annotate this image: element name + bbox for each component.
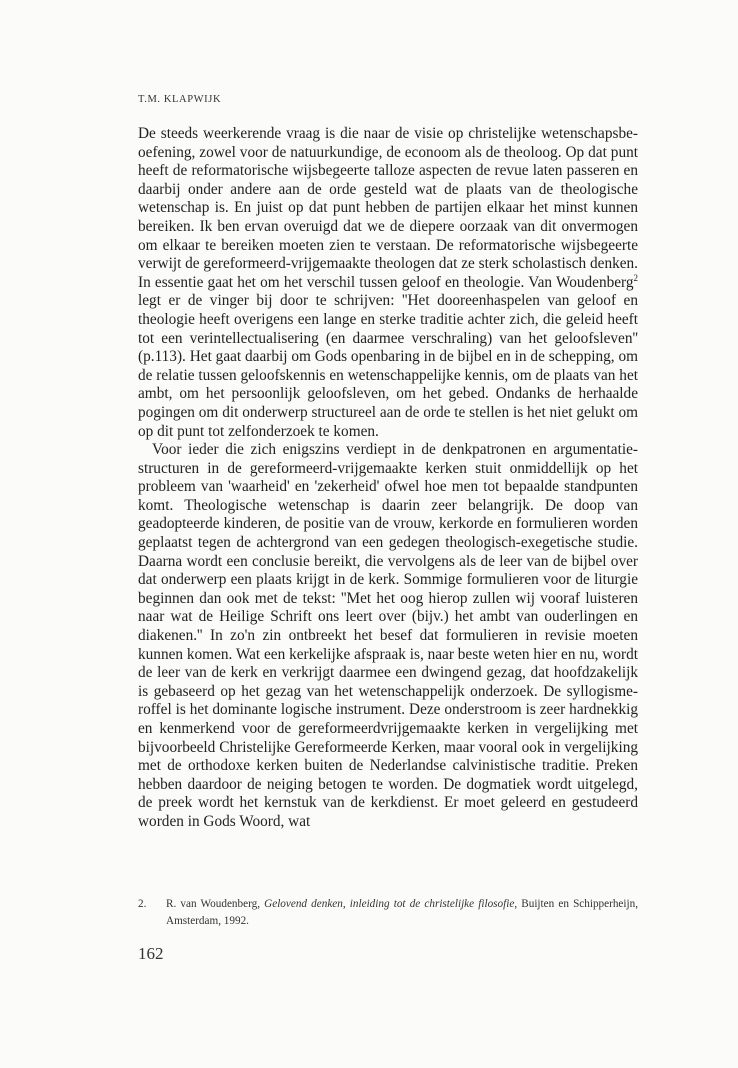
footnote-title: Gelovend denken, inleiding tot de christelijke filosofie — [264, 898, 515, 910]
paragraph-1 — [138, 125, 638, 441]
page-number: 162 — [138, 944, 164, 963]
footnote-author: R. van Woudenberg, — [166, 898, 265, 910]
paragraph-1-text-a: De steeds weerkerende vraag is die naar de visie op christelijke wetenschapsbeoefening, zowel voor de natuurkundige, de econoom als de theoloog. Op dat punt heeft de reformatorische wijsbegeerte talloze aspecten de revue laten passeren en daarbij onder andere aan de orde gesteld wat de plaats van de theologische wetenschap is. En juist op dat punt hebben de partijen elkaar het minst kunnen bereiken. Ik ben ervan overuigd dat we de diepere oorzaak van dit onvermogen om elkaar te bereiken moeten zien te verstaan. De reformatorische wijsbegeerte verwijt de gereformeerd-vrijgemaakte theologen dat ze sterk scholastisch denken. In essentie gaat het om het verschil tussen geloof en theologie. Van Woudenberg — [138, 125, 638, 291]
paragraph-2: Voor ieder die zich enigszins verdiept in de denkpatronen en argumentatiestructuren in de gereformeerd-vrijgemaakte kerken stuit onmiddellijk op het probleem van 'waarheid' en 'zekerheid' ofwel hoe men tot bepaalde standpunten komt. Theologische wetenschap is daarin zeer belangrijk. De doop van geadopteerde kinderen, de positie van de vrouw, kerkorde en formulieren worden geplaatst tegen de achtergrond van een gedegen theologisch-exegetische studie. Daarna wordt een conclusie bereikt, die vervolgens als de leer van de bijbel over dat onderwerp een plaats krijgt in de kerk. Sommige formulieren voor de liturgie beginnen dan ook met de tekst: ''Met het oog hierop zullen wij vooraf luisteren naar wat de Heilige Schrift ons leert over (bijv.) het ambt van ouderlingen en diakenen.'' In zo'n zin ontbreekt het besef dat formulieren in revisie moeten kunnen komen. Wat een kerkelijke afspraak is, naar beste weten hier en nu, wordt de leer van de kerk en verkrijgt daarmee een dwingend gezag, dat hoofdzakelijk is gebaseerd op het gezag van het wetenschappelijk onderzoek. De syllogisme-roffel is het dominante logische instrument. Deze onderstroom is zeer hardnekkig en kenmerkend voor de gereformeerdvrijgemaakte kerken in vergelijking met bijvoorbeeld Christelijke Gereformeerde Kerken, maar vooral ook in vergelijking met de orthodoxe kerken buiten de Nederlandse calvinistische traditie. Preken hebben daardoor de neiging betogen te worden. De dogmatiek wordt uitgelegd, de preek wordt het kernstuk van de kerkdienst. Er moet geleerd en gestudeerd worden in Gods Woord, wat — [138, 441, 638, 830]
footnote-number: 2. — [138, 898, 147, 910]
paragraph-1-text-b: legt er de vinger bij door te schrijven: ''Het dooreenhaspelen van geloof en theologie heeft overigens een lange en sterke traditie achter zich, die geleid heeft tot een verintellectualisering (en daarmee verschraling) van het geloofsleven'' (p.113). Het gaat daarbij om Gods openbaring in de bijbel en in de schepping, om de relatie tussen geloofskennis en wetenschappelijke kennis, om de plaats van het ambt, om het persoonlijk geloofsleven, om het gebed. Ondanks de herhaalde pogingen om dit onderwerp structureel aan de orde te stellen is het niet gelukt om op dit punt tot zelfonderzoek te komen. — [138, 292, 638, 440]
footnote-text — [166, 896, 638, 930]
footnote-reference[interactable]: 2 — [633, 272, 638, 283]
footnote — [138, 896, 638, 930]
running-head: T.M. KLAPWIJK — [138, 94, 222, 105]
footnote-publisher: , Buijten en Schipperheijn, Amsterdam, 1992. — [166, 898, 638, 927]
body-text — [138, 125, 638, 832]
